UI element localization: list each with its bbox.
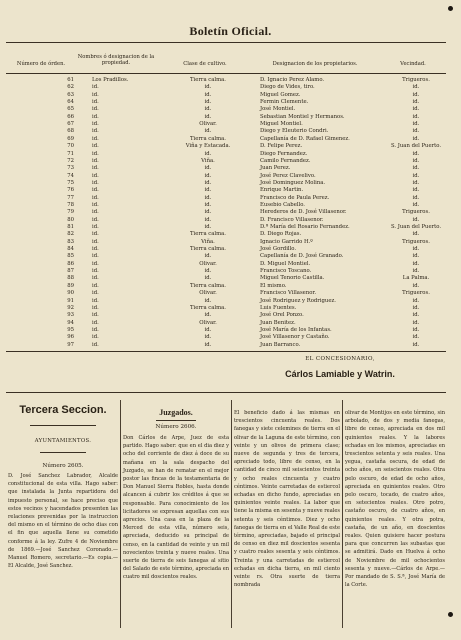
row-owner: D. Francisco Villasenor.	[260, 216, 324, 223]
row-number: 73	[67, 165, 74, 172]
row-crop: Tierra calma.	[190, 304, 226, 311]
hole-mark-bottom	[448, 612, 453, 617]
page-title: Boletín Oficial.	[189, 24, 272, 38]
row-residence: Trigueros.	[402, 77, 430, 83]
row-crop: Olivar.	[199, 121, 217, 128]
row-residence: id.	[412, 312, 420, 319]
row-owner: José Villasenor y Castaño.	[260, 334, 330, 341]
row-owner: Juan Benitez.	[260, 319, 296, 326]
row-crop: id.	[204, 334, 212, 341]
col-header-property: Nombres ó designacion de la propiedad.	[77, 54, 155, 66]
row-number: 62	[67, 84, 74, 91]
row-number: 84	[67, 246, 74, 253]
row-property: id.	[92, 84, 99, 91]
row-crop: id.	[204, 275, 212, 282]
row-residence: id.	[412, 268, 420, 275]
row-property: id.	[92, 150, 99, 157]
row-property: id.	[92, 238, 99, 245]
row-crop: id.	[204, 179, 212, 186]
notice-text-end: olivar de Montijos en este término, sin arbolado, de dos y media fanegas, libre de censo, apreciada en dos mil quinientos reales. Y la labores echadas en los mismos, apreciadas en trescientos setenta y seis reales. Una yegua, castaña oscura, de edad de ocho años, en seiscientos reales. Otra pelo oscuro, de edad de ocho años, apreciada en quinientos reales. Otro pelo oscuro, tocado, de cuatro años, en setecientos reales. Otro potro, castaño oscuro, de cuatro años, en quinientos reales. Y otra potra, castaña, de un año, en doscientos reales. Quien quisiere hacer postura para que concurren las subastas que se admitirá. Dado en Huelva á ocho de Noviembre de mil ochocientos sesenta y nueve.—Cárlos de Arpe.—Por mandado de S. S.ª, José María de la Corte.	[345, 410, 445, 589]
row-number: 97	[67, 341, 74, 348]
row-residence: id.	[412, 187, 420, 194]
row-property: id.	[92, 275, 99, 282]
row-number: 74	[67, 172, 74, 179]
row-number: 95	[67, 326, 74, 333]
row-number: 79	[67, 209, 74, 216]
row-residence: id.	[412, 172, 420, 179]
row-number: 80	[67, 216, 74, 223]
row-residence: id.	[412, 121, 420, 128]
row-number: 81	[67, 224, 74, 230]
row-crop: id.	[204, 326, 212, 333]
row-number: 67	[67, 121, 74, 128]
concessionaire-label: EL CONCESIONARIO,	[305, 356, 375, 362]
row-residence: id.	[412, 157, 420, 164]
row-crop: Tierra calma.	[190, 135, 226, 142]
row-residence: id.	[412, 99, 420, 106]
table-row	[0, 341, 461, 350]
row-owner: Luis Fuentes.	[260, 304, 297, 311]
row-property: id.	[92, 201, 99, 208]
row-property: id.	[92, 224, 99, 230]
notice-text-zufre: D. José Sanchez Labrador, Alcalde constitucional de esta villa. Hago saber: que instalada la Junta repartidora del impuesto personal, se hace preciso que estos vecinos y hacendados presenten las relaciones prevenidas por la instruccion del mismo en el término de ocho dias con el fin que aquella llene su cometido conforme á la ley. Zufre 4 de Noviembre de 1869.—José Sanchez Coronado.—Manuel Romero, secretario.—Es copia.—El Alcalde, José Sanchez.	[8, 473, 118, 570]
row-number: 68	[67, 128, 74, 135]
row-owner: Eusebio Cabello.	[260, 201, 305, 208]
row-property: id.	[92, 179, 99, 186]
row-residence: Trigueros.	[402, 209, 430, 216]
column-divider-1	[120, 400, 121, 628]
row-owner: Diego de Vides, tiro.	[260, 84, 315, 91]
row-number: 86	[67, 260, 74, 267]
row-crop: id.	[204, 312, 212, 319]
row-property: id.	[92, 260, 99, 267]
row-owner: Francisco de Paula Perez.	[260, 194, 330, 201]
row-crop: Olivar.	[199, 290, 217, 297]
row-crop: id.	[204, 297, 212, 304]
row-number: 72	[67, 157, 74, 164]
row-number: 61	[67, 77, 74, 83]
row-residence: id.	[412, 326, 420, 333]
row-property: id.	[92, 282, 99, 289]
col-header-number: Número de órden.	[16, 61, 66, 67]
row-number: 64	[67, 99, 74, 106]
col-header-owners: Designacion de los propietarios.	[272, 61, 358, 67]
row-owner: José Perez Clavelivo.	[260, 172, 316, 179]
row-property: id.	[92, 209, 99, 216]
row-number: 92	[67, 304, 74, 311]
row-crop: Tierra calma.	[190, 77, 226, 83]
row-number: 82	[67, 231, 74, 238]
row-owner: Diego Fernandez.	[260, 150, 308, 157]
row-crop: Tierra calma.	[190, 231, 226, 238]
row-owner: Capellanía de D. José Granado.	[260, 253, 344, 260]
row-residence: id.	[412, 179, 420, 186]
row-owner: Ignacio Garrido H.º	[260, 238, 313, 245]
row-residence: id.	[412, 135, 420, 142]
row-owner: Sebastian Montiel y Hermanos.	[260, 113, 345, 120]
row-number: 94	[67, 319, 74, 326]
row-property: id.	[92, 113, 99, 120]
row-residence: id.	[412, 194, 420, 201]
row-crop: id.	[204, 128, 212, 135]
row-residence: id.	[412, 246, 420, 253]
row-property: id.	[92, 165, 99, 172]
row-property: id.	[92, 121, 99, 128]
col-header-residence: Vecindad.	[400, 61, 426, 67]
row-residence: S. Juan del Puerto.	[390, 224, 442, 230]
row-number: 88	[67, 275, 74, 282]
row-property: id.	[92, 326, 99, 333]
row-owner: Fermin Clemente.	[260, 99, 309, 106]
row-property: id.	[92, 290, 99, 297]
row-property: id.	[92, 246, 99, 253]
row-number: 63	[67, 91, 74, 98]
row-crop: id.	[204, 201, 212, 208]
section-title-rule	[30, 425, 96, 426]
row-residence: id.	[412, 84, 420, 91]
row-property: id.	[92, 231, 99, 238]
row-number: 87	[67, 268, 74, 275]
signature: Cárlos Lamiable y Watrin.	[285, 369, 395, 379]
row-crop: Olivar.	[199, 260, 217, 267]
row-crop: Tierra calma.	[190, 246, 226, 253]
row-property: id.	[92, 91, 99, 98]
row-owner: Miguel Montiel.	[260, 121, 303, 128]
column-divider-3	[342, 400, 343, 628]
row-residence: id.	[412, 282, 420, 289]
row-crop: id.	[204, 216, 212, 223]
row-owner: Miguel Tenorio Castilla.	[260, 275, 325, 282]
row-number: 76	[67, 187, 74, 194]
row-owner: El mismo.	[260, 282, 287, 289]
row-crop: Tierra calma.	[190, 282, 226, 289]
row-owner: José María de los Infantas.	[260, 326, 332, 333]
row-crop: id.	[204, 165, 212, 172]
row-number: 91	[67, 297, 74, 304]
row-number: 93	[67, 312, 74, 319]
row-property: id.	[92, 194, 99, 201]
row-owner: Capellanía de D. Rafael Gimenez.	[260, 135, 350, 142]
row-number: 85	[67, 253, 74, 260]
row-crop: Viña.	[201, 238, 215, 245]
row-owner: Miguel Gomez.	[260, 91, 301, 98]
row-crop: id.	[204, 341, 212, 348]
row-owner: José Montiel.	[260, 106, 296, 113]
table-header-rule	[6, 73, 446, 74]
row-property: id.	[92, 297, 99, 304]
notice-number-2606: Número 2606.	[155, 424, 197, 430]
row-owner: Diego y Eleuterio Condri.	[260, 128, 329, 135]
row-crop: id.	[204, 113, 212, 120]
row-residence: id.	[412, 113, 420, 120]
column-divider-2	[231, 400, 232, 628]
row-number: 96	[67, 334, 74, 341]
row-number: 75	[67, 179, 74, 186]
row-number: 83	[67, 238, 74, 245]
row-residence: id.	[412, 150, 420, 157]
row-number: 78	[67, 201, 74, 208]
row-number: 70	[67, 143, 74, 150]
row-crop: id.	[204, 268, 212, 275]
row-property: id.	[92, 216, 99, 223]
row-owner: D. Miguel Montiel.	[260, 260, 311, 267]
notice-text-continued: El beneficio dado á las mismas en trescientos cincuenta reales. Dos fanegas y siete celemines de tierra en el olivar de la Laguna de este término, con veinte y un olivos de primera clase; nueve de segunda y tres de tercera, apreciado todo, libre de censo, en la cantidad de cinco mil seiscientos treinta y ocho reales cincuenta y cuatro céntimos. Veinte carretadas de estiercol echadas en dicho fundo, apreciadas en quinientos veinte reales. La labor que tiene la misma en sesenta y nueve reales setenta y seis céntimos. Diez y ocho fanegas de tierra en el Valle Real de este término, apreciadas, bajado el principal de censo en diez mil doscientos sesenta y cuatro reales sesenta y seis céntimos. Treinta y una carretadas de estiercol echadas en dicha tierra, en mil ciento veinte rs. Otra suerte de tierra nombrada	[234, 410, 340, 589]
row-owner: D. Felipe Perez.	[260, 143, 303, 150]
row-residence: id.	[412, 216, 420, 223]
row-property: id.	[92, 143, 99, 150]
row-property: id.	[92, 304, 99, 311]
ayuntamientos-heading: AYUNTAMIENTOS.	[34, 438, 92, 444]
row-owner: José Gordillo.	[260, 246, 297, 253]
ayuntamientos-rule	[40, 452, 86, 453]
col-header-crop: Clase de cultivo.	[183, 61, 227, 67]
row-crop: id.	[204, 224, 212, 230]
hole-mark-top	[448, 6, 453, 11]
row-property: Los Pradillos.	[92, 77, 129, 83]
row-crop: Olivar.	[199, 319, 217, 326]
row-crop: id.	[204, 99, 212, 106]
row-number: 77	[67, 194, 74, 201]
row-residence: id.	[412, 231, 420, 238]
row-owner: José Dominguez Molina.	[260, 179, 326, 186]
row-crop: Viña y Estacada.	[185, 143, 231, 150]
row-crop: id.	[204, 91, 212, 98]
row-residence: id.	[412, 201, 420, 208]
row-residence: id.	[412, 260, 420, 267]
row-crop: id.	[204, 187, 212, 194]
row-property: id.	[92, 319, 99, 326]
row-property: id.	[92, 157, 99, 164]
row-crop: id.	[204, 150, 212, 157]
row-number: 65	[67, 106, 74, 113]
row-owner: D. Ignacio Perez Alamo.	[260, 77, 325, 83]
row-crop: id.	[204, 172, 212, 179]
row-property: id.	[92, 128, 99, 135]
notice-text-juzgado: Don Cárlos de Arpe, Juez de esta partido. Hago saber: que en el dia diez y ocho del corriente de diez á doce de su mañana en la sala despacho del Juzgado, se han de rematar en el mejor postor las fincas de la testamentaria de Don Manuel Sierra Robles, hasta donde alcancen á cubrir los créditos á que se responsable. Para conocimiento de los licitadores se expresan aquellas con sus aprecios. Una casa en la plaza de la Merced de esta villa, número seis, apreciada, deducido su principal de censo, en la cantidad de veinte y un mil novecientos treinta y nueve reales. Una suerte de tierra de seis fanegas al sitio del Salado de este término, apreciada en cuatro mil doscientos reales.	[123, 435, 229, 581]
row-owner: Francisco Toscano.	[260, 268, 312, 275]
row-property: id.	[92, 106, 99, 113]
row-owner: D. Diego Rojas.	[260, 231, 302, 238]
row-property: id.	[92, 135, 99, 142]
row-number: 69	[67, 135, 74, 142]
row-owner: José Orel Ponzo.	[260, 312, 304, 319]
row-owner: Herederos de D. José Villasenor.	[260, 209, 347, 216]
row-residence: id.	[412, 319, 420, 326]
row-residence: La Palma.	[402, 275, 430, 282]
row-residence: id.	[412, 304, 420, 311]
section-rule	[6, 392, 446, 393]
row-property: id.	[92, 334, 99, 341]
row-owner: Francisco Villasenor.	[260, 290, 317, 297]
juzgados-heading: Juzgados.	[159, 408, 193, 417]
row-property: id.	[92, 187, 99, 194]
row-property: id.	[92, 172, 99, 179]
table-bottom-rule	[6, 351, 446, 352]
row-property: id.	[92, 312, 99, 319]
section-title: Tercera Seccion.	[19, 404, 107, 416]
row-owner: Enrique Martin.	[260, 187, 304, 194]
row-residence: Trigueros.	[402, 290, 430, 297]
row-number: 89	[67, 282, 74, 289]
row-residence: id.	[412, 334, 420, 341]
row-crop: Viña.	[201, 157, 215, 164]
row-residence: id.	[412, 341, 420, 348]
row-residence: S. Juan del Puerto.	[390, 143, 442, 150]
row-residence: id.	[412, 165, 420, 172]
row-residence: id.	[412, 128, 420, 135]
row-number: 66	[67, 113, 74, 120]
row-property: id.	[92, 99, 99, 106]
row-residence: id.	[412, 91, 420, 98]
header-rule	[6, 42, 446, 43]
row-crop: id.	[204, 194, 212, 201]
row-owner: D.ª María del Rosario Fernandez.	[260, 224, 350, 230]
row-property: id.	[92, 268, 99, 275]
row-crop: id.	[204, 253, 212, 260]
row-residence: Trigueros.	[402, 238, 430, 245]
row-residence: id.	[412, 253, 420, 260]
row-crop: id.	[204, 209, 212, 216]
row-residence: id.	[412, 297, 420, 304]
row-property: id.	[92, 341, 99, 348]
juzgados-rule	[156, 420, 196, 421]
row-property: id.	[92, 253, 99, 260]
row-owner: Camilo Fernandez.	[260, 157, 311, 164]
row-owner: José Rodriguez y Rodriguez.	[260, 297, 336, 304]
row-owner: Juan Perez.	[260, 165, 291, 172]
row-residence: id.	[412, 106, 420, 113]
row-owner: Juan Barranco.	[260, 341, 301, 348]
row-number: 71	[67, 150, 74, 157]
row-crop: id.	[204, 106, 212, 113]
row-crop: id.	[204, 84, 212, 91]
row-number: 90	[67, 290, 74, 297]
notice-number-2605: Número 2605.	[42, 463, 84, 469]
